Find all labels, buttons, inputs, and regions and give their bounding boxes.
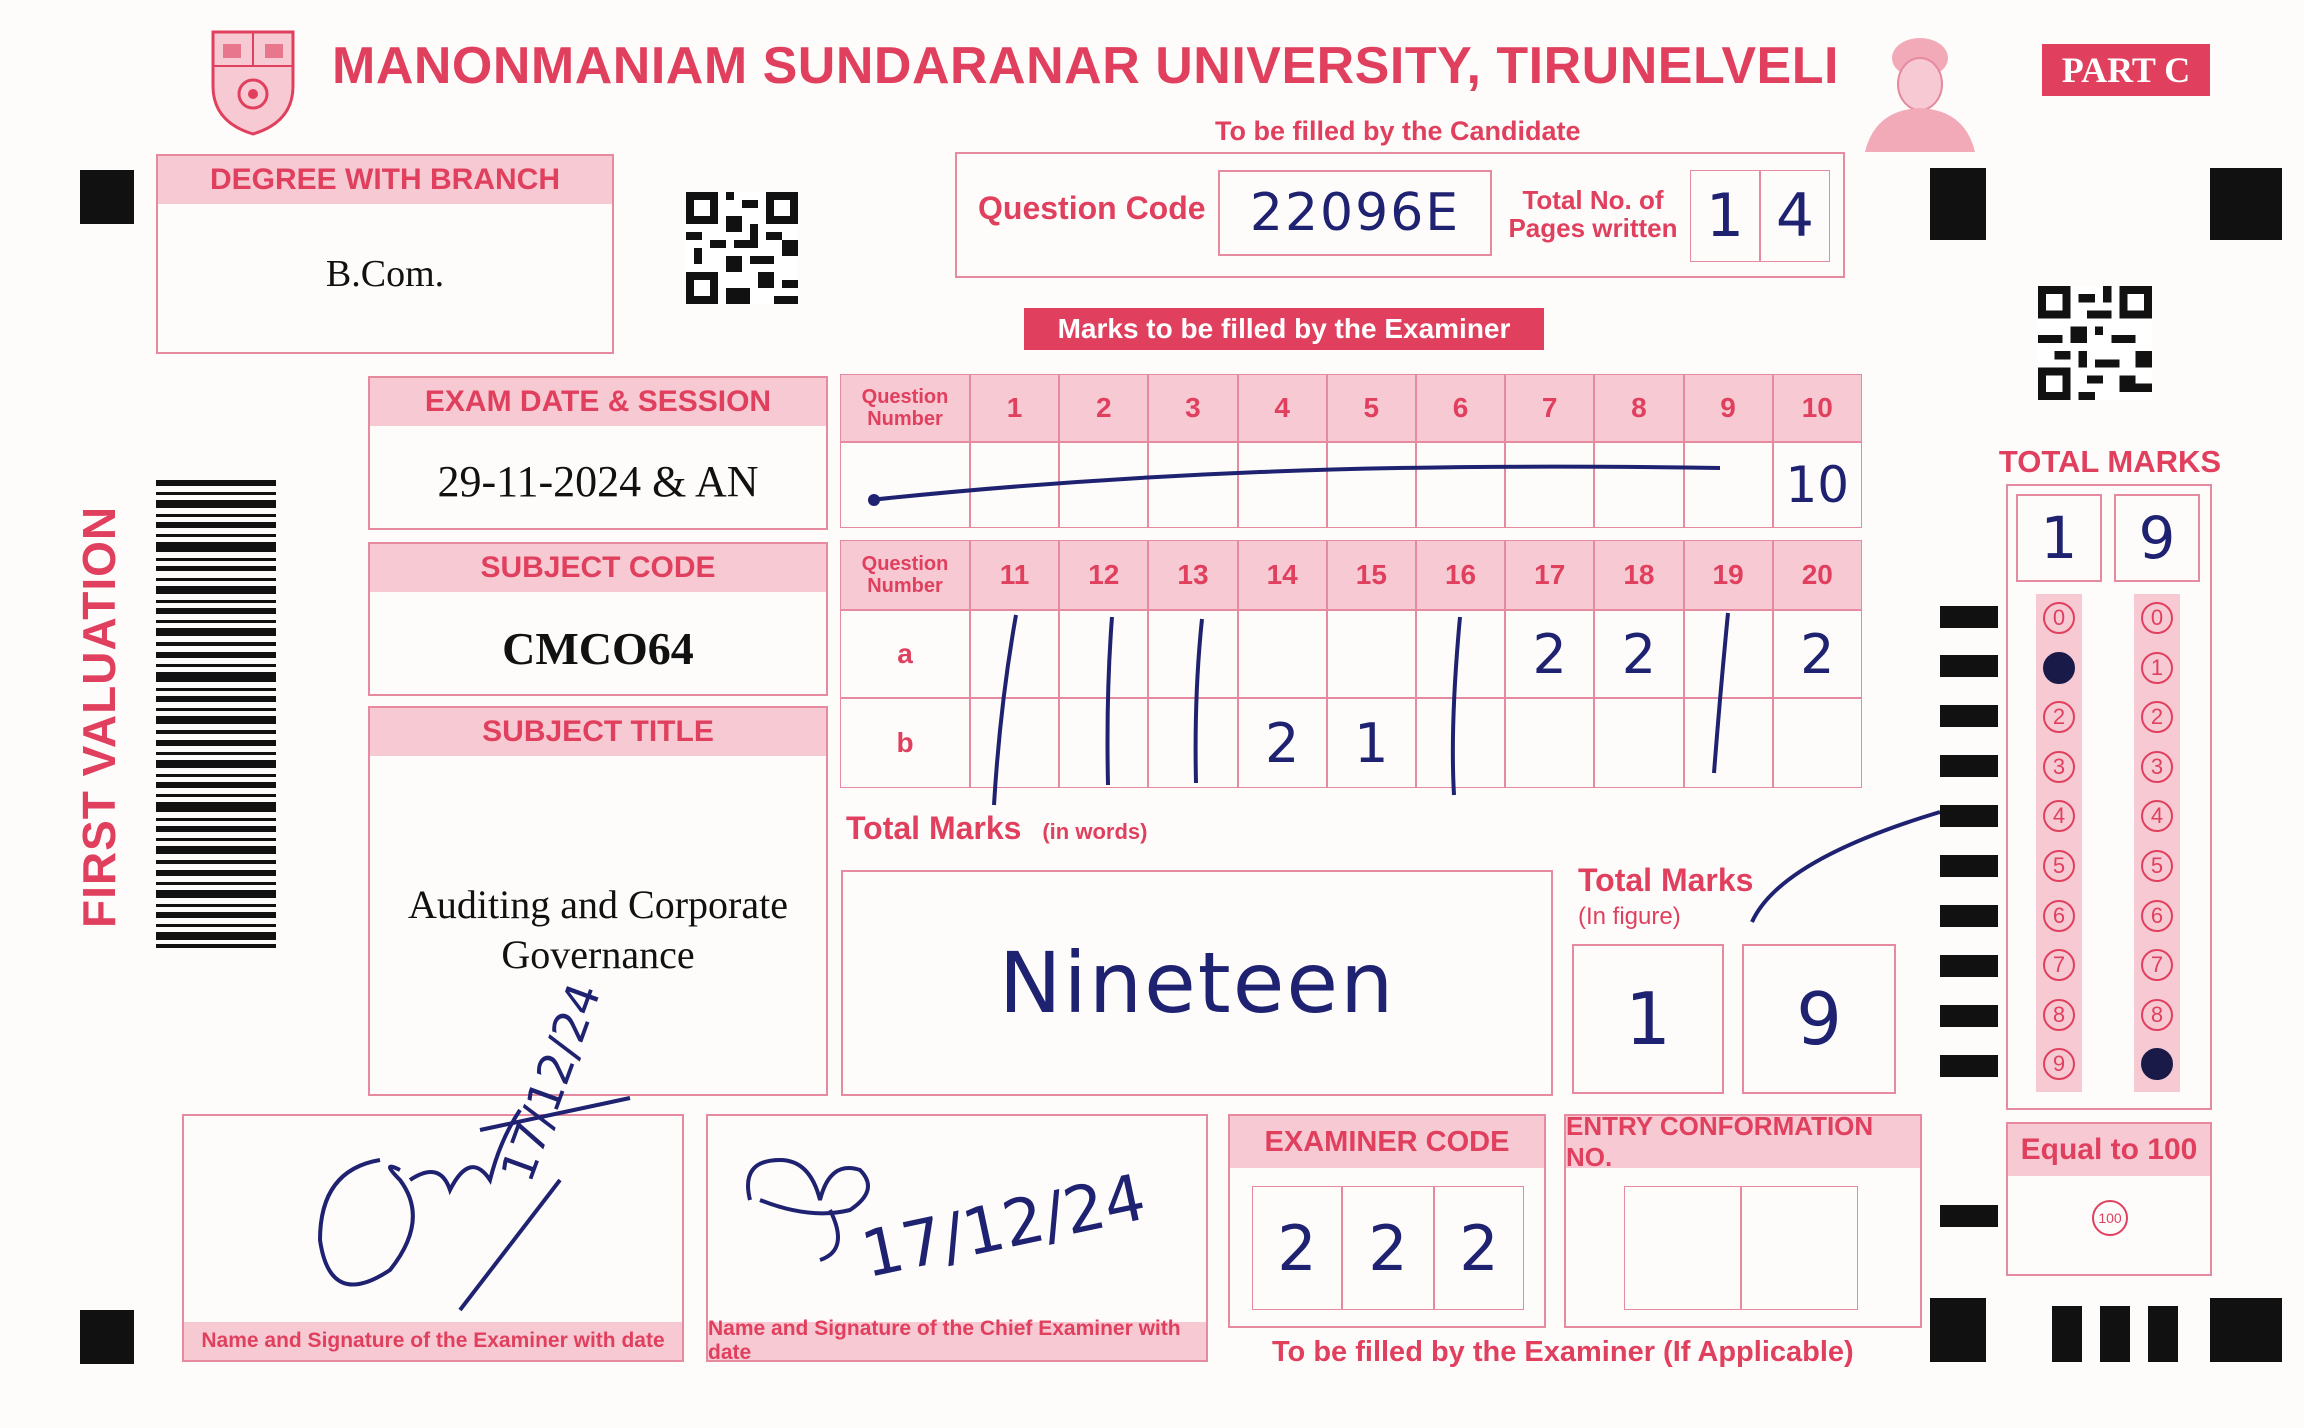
registration-mark: [2148, 1306, 2178, 1362]
subject-code-value: CMCO64: [502, 623, 694, 674]
question-number: 20: [1773, 540, 1862, 610]
entry-conformation-field[interactable]: [1624, 1186, 1741, 1310]
strike-marks-q11-19: [980, 605, 1740, 815]
bubble-right-5[interactable]: 5: [2141, 850, 2173, 882]
bubble-right-3[interactable]: 3: [2141, 751, 2173, 783]
strike-line-q1-9: [860, 450, 1730, 510]
entry-conformation-field[interactable]: [1741, 1186, 1858, 1310]
question-number: 17: [1505, 540, 1594, 610]
timing-mark: [1940, 755, 1998, 777]
bubble-right-8[interactable]: 8: [2141, 999, 2173, 1031]
bubble-left-7[interactable]: 7: [2043, 949, 2075, 981]
total-figure-digit-1[interactable]: 1: [1572, 944, 1724, 1094]
timing-mark: [1940, 855, 1998, 877]
registration-mark: [2052, 1306, 2082, 1362]
total-words-label: [846, 810, 1147, 847]
pages-label: [1498, 186, 1688, 242]
question-number: 13: [1148, 540, 1237, 610]
total-words-sub: (in words): [1042, 819, 1148, 844]
total-marks-side-label: TOTAL MARKS: [1998, 444, 2222, 479]
question-number: 15: [1327, 540, 1416, 610]
degree-value: B.Com.: [325, 253, 445, 295]
timing-mark: [1940, 1005, 1998, 1027]
mark-cell-17a[interactable]: 2: [1505, 610, 1594, 698]
question-number: 19: [1684, 540, 1773, 610]
question-number: 1: [970, 374, 1059, 442]
timing-mark: [1940, 606, 1998, 628]
question-number: 7: [1505, 374, 1594, 442]
total-marks-side-digit-2[interactable]: 9: [2114, 494, 2200, 582]
timing-mark: [1940, 655, 1998, 677]
row-label-a: a: [840, 610, 970, 698]
bubble-left-5[interactable]: 5: [2043, 850, 2075, 882]
registration-mark: [80, 170, 134, 224]
timing-mark: [1940, 905, 1998, 927]
examiner-code-label: EXAMINER CODE: [1230, 1116, 1544, 1168]
mark-cell[interactable]: [1773, 698, 1862, 788]
question-number: 18: [1594, 540, 1683, 610]
subject-title-line2: Governance: [501, 932, 695, 977]
qn-label-line1: Question: [861, 553, 949, 575]
part-badge: PART C: [2042, 44, 2210, 96]
registration-mark: [80, 1310, 134, 1364]
question-number: 12: [1059, 540, 1148, 610]
founder-portrait: [1855, 30, 1985, 152]
bubble-right-0[interactable]: 0: [2141, 602, 2173, 634]
pages-label-line1: Total No. of: [1522, 185, 1664, 215]
pages-digit-1: 1: [1690, 170, 1760, 262]
barcode: [156, 480, 276, 950]
question-number-header: [840, 540, 970, 610]
total-words-title: Total Marks: [846, 810, 1022, 846]
timing-mark: [1940, 705, 1998, 727]
question-number: 3: [1148, 374, 1237, 442]
question-number: 6: [1416, 374, 1505, 442]
examiner-code-digit[interactable]: 2: [1342, 1186, 1434, 1310]
bubble-right-4[interactable]: 4: [2141, 800, 2173, 832]
question-number: 16: [1416, 540, 1505, 610]
timing-mark: [1940, 805, 1998, 827]
pointer-stroke: [1740, 800, 1950, 930]
bubble-right-9[interactable]: 9: [2141, 1048, 2173, 1080]
bubble-left-3[interactable]: 3: [2043, 751, 2075, 783]
mark-cell-q10[interactable]: 10: [1773, 442, 1862, 528]
bubble-left-4[interactable]: 4: [2043, 800, 2075, 832]
total-figure-digit-2[interactable]: 9: [1742, 944, 1896, 1094]
bubble-left-8[interactable]: 8: [2043, 999, 2075, 1031]
equal-to-100-label: Equal to 100: [2008, 1124, 2210, 1176]
question-code-label: Question Code: [978, 190, 1206, 226]
entry-conformation-fields: [1624, 1186, 1858, 1310]
bubble-left-1[interactable]: 1: [2043, 652, 2075, 684]
exam-date-box: [368, 376, 828, 530]
examiner-code-digit[interactable]: 2: [1252, 1186, 1342, 1310]
first-valuation-label: FIRST VALUATION: [73, 505, 125, 928]
hundred-bubble[interactable]: 100: [2092, 1200, 2128, 1236]
question-number: 2: [1059, 374, 1148, 442]
pages-label-line2: Pages written: [1508, 213, 1678, 243]
qr-code: [686, 192, 798, 304]
subject-title-value: [370, 880, 826, 980]
degree-box: [156, 154, 614, 354]
bubble-left-2[interactable]: 2: [2043, 701, 2075, 733]
examiner-signature-date: 17/12/24: [490, 975, 612, 1189]
row-label-b: b: [840, 698, 970, 788]
chief-signature-date: 17/12/24: [855, 1160, 1152, 1294]
qn-label-line1: Question: [861, 386, 949, 408]
university-emblem: [205, 26, 301, 138]
registration-mark: [2100, 1306, 2130, 1362]
pages-digit-2: 4: [1760, 170, 1830, 262]
subject-code-box: [368, 542, 828, 696]
subject-code-label: SUBJECT CODE: [370, 544, 826, 592]
question-number-header: [840, 374, 970, 442]
timing-mark: [1940, 1055, 1998, 1077]
qn-label-line2: Number: [867, 575, 943, 597]
examiner-signature: [300, 1070, 700, 1320]
bubble-right-6[interactable]: 6: [2141, 900, 2173, 932]
mark-cell-20a[interactable]: 2: [1773, 610, 1862, 698]
registration-mark: [1930, 1298, 1986, 1362]
question-number: 14: [1238, 540, 1327, 610]
degree-label: DEGREE WITH BRANCH: [158, 156, 612, 204]
footer-note: To be filled by the Examiner (If Applicable): [1272, 1336, 1854, 1368]
pages-field[interactable]: [1690, 170, 1830, 262]
total-words-value: Nineteen: [998, 934, 1396, 1032]
examiner-note-banner: Marks to be filled by the Examiner: [1024, 308, 1544, 350]
total-figure-title: Total Marks: [1578, 862, 1754, 898]
candidate-note: To be filled by the Candidate: [1215, 116, 1581, 146]
bubble-right-7[interactable]: 7: [2141, 949, 2173, 981]
entry-conformation-label: ENTRY CONFORMATION NO.: [1566, 1116, 1920, 1168]
registration-mark: [1930, 168, 1986, 240]
bubble-left-6[interactable]: 6: [2043, 900, 2075, 932]
bubble-left-9[interactable]: 9: [2043, 1048, 2075, 1080]
exam-date-label: EXAM DATE & SESSION: [370, 378, 826, 426]
total-marks-side-digit-1[interactable]: 1: [2016, 494, 2102, 582]
question-code-field[interactable]: [1218, 170, 1492, 256]
examiner-code-digits: [1252, 1186, 1524, 1310]
registration-mark: [2210, 1298, 2282, 1362]
timing-mark: [1940, 955, 1998, 977]
university-title: MANONMANIAM SUNDARANAR UNIVERSITY, TIRUNELVELI: [332, 37, 1839, 95]
mark-cell-14b[interactable]: 2: [1238, 698, 1327, 788]
question-number: 5: [1327, 374, 1416, 442]
question-code-value: 22096E: [1249, 183, 1461, 243]
question-number: 4: [1238, 374, 1327, 442]
question-number: 8: [1594, 374, 1683, 442]
subject-title-label: SUBJECT TITLE: [370, 708, 826, 756]
total-words-field[interactable]: [841, 870, 1553, 1096]
equal-to-100-box: [2006, 1122, 2212, 1276]
qn-label-line2: Number: [867, 408, 943, 430]
subject-title-line1: Auditing and Corporate: [408, 882, 788, 927]
registration-mark: [2210, 168, 2282, 240]
subject-title-box: [368, 706, 828, 1096]
bubble-right-1[interactable]: 1: [2141, 652, 2173, 684]
total-figure-label: [1578, 862, 1753, 931]
question-number: 9: [1684, 374, 1773, 442]
chief-signature-label: Name and Signature of the Chief Examiner with date: [708, 1322, 1206, 1360]
bubble-right-2[interactable]: 2: [2141, 701, 2173, 733]
question-number: 11: [970, 540, 1059, 610]
question-number: 10: [1773, 374, 1862, 442]
bubble-left-0[interactable]: 0: [2043, 602, 2075, 634]
mark-cell-18a[interactable]: 2: [1594, 610, 1683, 698]
exam-date-value: 29-11-2024 & AN: [437, 457, 759, 506]
total-figure-sub: (In figure): [1578, 903, 1681, 930]
mark-cell-15b[interactable]: 1: [1327, 698, 1416, 788]
qr-code: [2038, 286, 2152, 400]
examiner-code-digit[interactable]: 2: [1434, 1186, 1524, 1310]
timing-mark: [1940, 1205, 1998, 1227]
examiner-signature-label: Name and Signature of the Examiner with date: [184, 1322, 682, 1360]
